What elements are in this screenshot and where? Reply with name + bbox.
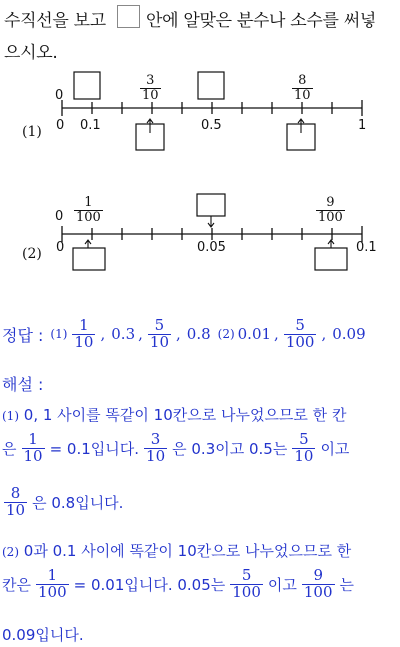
explanation-p1-line1 xyxy=(2,404,346,425)
sep: , xyxy=(176,325,181,344)
blank-box-upper-1 xyxy=(74,72,100,99)
frac: $\frac{1}{10}$ xyxy=(23,430,43,465)
blank-box-upper-2 xyxy=(198,72,224,99)
frac: $\frac{9}{100}$ xyxy=(303,566,333,601)
sep: , xyxy=(138,325,143,344)
problem2-number: (2) xyxy=(22,246,42,262)
text: 은 xyxy=(2,439,17,458)
explanation-p1-line2 xyxy=(2,432,349,465)
answer-a4: 0.8 xyxy=(186,325,211,344)
answer-line xyxy=(2,318,366,351)
question-line2: 으시오. xyxy=(4,43,58,63)
p2-frac-1-100: $\frac{1}{100}$ xyxy=(76,195,101,225)
text: 는 xyxy=(339,575,355,594)
explanation-p2-line3: 0.09입니다. xyxy=(2,626,84,644)
text: = 0.01입니다. 0.05는 xyxy=(73,575,226,594)
question-blank-box xyxy=(117,5,140,28)
problem1-number: (1) xyxy=(22,124,42,140)
blank-box-lower-2 xyxy=(315,248,347,270)
text: 은 0.3이고 0.5는 xyxy=(172,439,288,458)
number-line-1 xyxy=(0,68,400,158)
explanation-p1-text1: 0, 1 사이를 똑같이 10칸으로 나누었으므로 한 칸 xyxy=(23,406,347,424)
p2-tick-005: 0.05 xyxy=(197,240,226,255)
explanation-label: 해설 : xyxy=(2,375,44,394)
blank-box-upper xyxy=(197,194,225,216)
answer-b2: $\frac{5}{100}$ xyxy=(285,316,315,351)
explanation-p2-text1: 0과 0.1 사이에 똑같이 10칸으로 나누었으므로 한 xyxy=(23,542,352,560)
question-line1-b: 안에 알맞은 분수나 소수를 써넣 xyxy=(146,11,377,31)
answer-a2: 0.3 xyxy=(111,325,136,344)
sep: , xyxy=(100,325,106,344)
frac: $\frac{8}{10}$ xyxy=(6,484,26,519)
p1-tick-05: 0.5 xyxy=(201,118,222,133)
p1-zero-upper: 0 xyxy=(55,88,64,103)
p1-tick-0: 0 xyxy=(56,118,65,133)
frac: $\frac{5}{100}$ xyxy=(232,566,261,601)
explanation-p2-num: (2) xyxy=(2,545,19,559)
answer-b3: 0.09 xyxy=(332,325,366,344)
answer-a1: $\frac{1}{10}$ xyxy=(74,316,94,351)
p2-frac-9-100: $\frac{9}{100}$ xyxy=(318,195,343,225)
p1-frac-8-10: $\frac{8}{10}$ xyxy=(294,73,311,103)
answer-a3: $\frac{5}{10}$ xyxy=(149,316,169,351)
text: = 0.1입니다. xyxy=(49,439,140,458)
frac: $\frac{5}{10}$ xyxy=(294,430,314,465)
explanation-p1-line3 xyxy=(2,486,123,519)
answer-p2-num: (2) xyxy=(217,327,235,342)
text: 은 0.8입니다. xyxy=(32,493,124,512)
sep: , xyxy=(321,325,327,344)
answer-b1: 0.01 xyxy=(237,325,272,344)
question-line1-a: 수직선을 보고 xyxy=(4,11,106,31)
text: 이고 xyxy=(320,439,350,458)
p1-frac-3-10: $\frac{3}{10}$ xyxy=(142,73,159,103)
p1-tick-01: 0.1 xyxy=(80,118,101,133)
blank-box-lower-1 xyxy=(73,248,105,270)
sep: , xyxy=(274,325,279,344)
p2-zero-upper: 0 xyxy=(55,209,64,224)
frac: $\frac{1}{100}$ xyxy=(37,566,67,601)
answer-p1-num: (1) xyxy=(50,327,68,342)
explanation-p1-num: (1) xyxy=(2,409,19,423)
explanation-p2-line1 xyxy=(2,540,351,561)
text: 칸은 xyxy=(2,575,31,594)
answer-label: 정답 : xyxy=(2,325,44,345)
frac: $\frac{3}{10}$ xyxy=(146,430,166,465)
p2-tick-0: 0 xyxy=(56,240,65,255)
p1-tick-1: 1 xyxy=(358,118,367,133)
text: 이고 xyxy=(267,575,297,594)
p2-tick-01: 0.1 xyxy=(356,240,377,255)
explanation-p2-line2 xyxy=(2,568,354,601)
